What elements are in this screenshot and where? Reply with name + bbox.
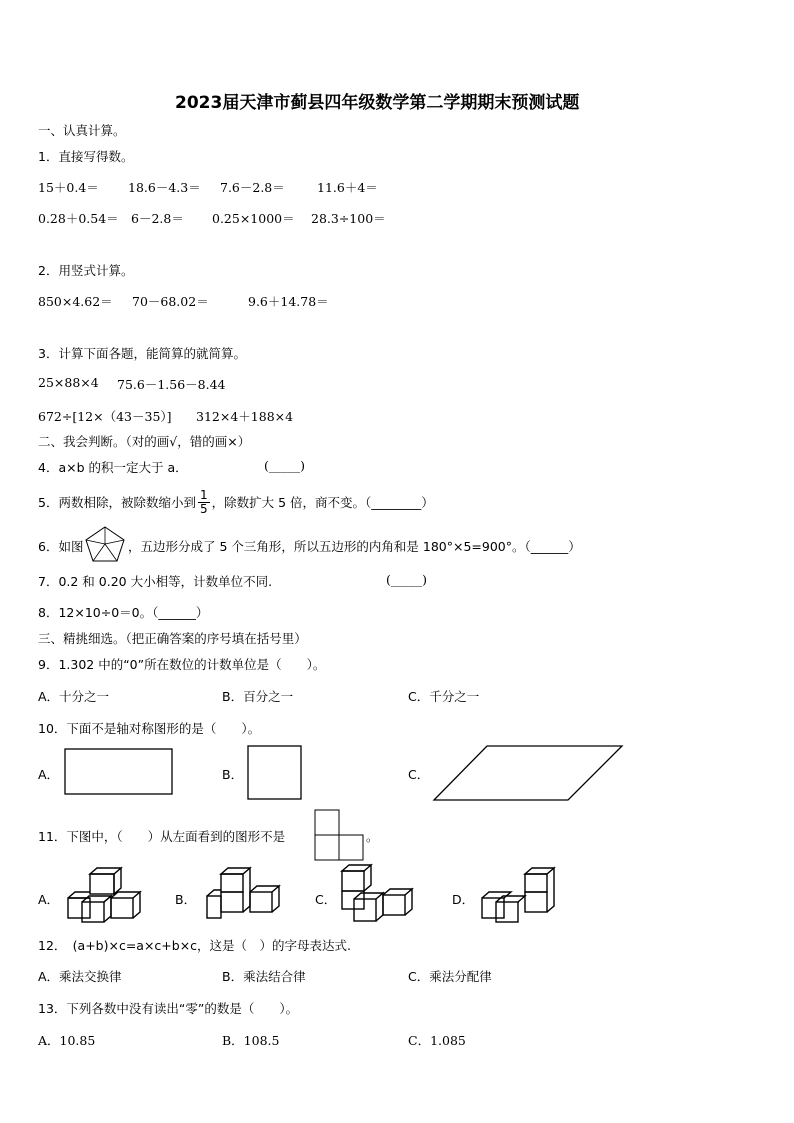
- q11-text-after: 。: [366, 829, 379, 844]
- rectangle-figure: [64, 748, 174, 796]
- q5-fraction: [198, 489, 210, 516]
- q1-item: 7.6－2.8＝: [220, 180, 285, 195]
- q5-text-after: ，除数扩大 5 倍，商不变。（________）: [211, 495, 434, 510]
- q1-item: 0.25×1000＝: [212, 211, 295, 226]
- q8-text: 8．12×10÷0＝0。（______）: [38, 605, 209, 620]
- q6-text-after: ，五边形分成了 5 个三角形，所以五边形的内角和是 180°×5=900°。（______）: [128, 539, 581, 554]
- q13-option-a[interactable]: A．10.85: [38, 1033, 96, 1048]
- q4-answer-blank[interactable]: (_____): [264, 458, 306, 473]
- q13-option-b[interactable]: B．108.5: [222, 1033, 280, 1048]
- q13-option-c[interactable]: C．1.085: [408, 1033, 466, 1048]
- q12-text: 12． (a+b)×c=a×c+b×c，这是（ ）的字母表达式.: [38, 938, 352, 953]
- q3-item: 672÷[12×（43－35）]: [38, 409, 172, 424]
- q7-answer-blank[interactable]: (_____): [386, 572, 428, 587]
- q2-item: 9.6＋14.78＝: [248, 294, 329, 309]
- q12-option-c[interactable]: C．乘法分配律: [408, 969, 492, 984]
- cube-stack-d-figure: [480, 866, 556, 924]
- q9-text: 9．1.302 中的“0”所在数位的计数单位是（ ）。: [38, 657, 326, 672]
- q12-option-a[interactable]: A．乘法交换律: [38, 969, 122, 984]
- cube-stack-b-figure: [205, 866, 281, 924]
- q11-text-before: 11．下图中，（ ）从左面看到的图形不是: [38, 829, 286, 844]
- q1-item: 11.6＋4＝: [317, 180, 378, 195]
- q9-option-b[interactable]: B．百分之一: [222, 689, 294, 704]
- q3-label: 3．计算下面各题，能简算的就简算。: [38, 346, 246, 361]
- square-figure: [247, 745, 303, 801]
- q2-item: 850×4.62＝: [38, 294, 113, 309]
- page-title: 2023届天津市蓟县四年级数学第二学期期末预测试题: [175, 93, 580, 113]
- cube-stack-a-figure: [66, 866, 142, 924]
- q3-item: 25×88×4: [38, 375, 99, 390]
- q10-text: 10．下面不是轴对称图形的是（ ）。: [38, 721, 261, 736]
- q5-text-before: 5．两数相除，被除数缩小到: [38, 495, 196, 510]
- q2-label: 2．用竖式计算。: [38, 263, 134, 278]
- q5-question: [38, 484, 434, 520]
- q1-item: 28.3÷100＝: [311, 211, 386, 226]
- q5-fraction-numerator: 1: [199, 487, 208, 502]
- q4-text: 4．a×b 的积一定大于 a．: [38, 460, 188, 475]
- q2-item: 70－68.02＝: [132, 294, 209, 309]
- section-2-heading: 二、我会判断。（对的画√，错的画×）: [38, 434, 251, 449]
- section-1-heading: 一、认真计算。: [38, 123, 126, 138]
- q1-label: 1．直接写得数。: [38, 149, 134, 164]
- cube-stack-c-figure: [338, 863, 416, 925]
- q3-item: 75.6－1.56－8.44: [117, 377, 226, 392]
- q11-option-c[interactable]: C．: [315, 892, 337, 907]
- q10-option-b[interactable]: B．: [222, 767, 244, 782]
- q1-item: 18.6－4.3＝: [128, 180, 201, 195]
- q1-item: 0.28＋0.54＝: [38, 211, 119, 226]
- q6-text-before: 6．如图: [38, 539, 84, 554]
- pentagon-figure: [85, 526, 125, 562]
- q13-text: 13．下列各数中没有读出“零”的数是（ ）。: [38, 1001, 299, 1016]
- q1-item: 6－2.8＝: [131, 211, 184, 226]
- q9-option-a[interactable]: A．十分之一: [38, 689, 110, 704]
- q7-text: 7．0.2 和 0.20 大小相等，计数单位不同.: [38, 574, 273, 589]
- q1-item: 15＋0.4＝: [38, 180, 99, 195]
- parallelogram-figure: [432, 744, 624, 802]
- q11-option-d[interactable]: D．: [452, 892, 475, 907]
- q3-item: 312×4＋188×4: [196, 409, 294, 424]
- q5-fraction-denominator: 5: [199, 501, 208, 516]
- q10-option-a[interactable]: A．: [38, 767, 60, 782]
- q10-option-c[interactable]: C．: [408, 767, 430, 782]
- q11-option-a[interactable]: A．: [38, 892, 60, 907]
- section-3-heading: 三、精挑细选。（把正确答案的序号填在括号里）: [38, 631, 307, 646]
- left-view-figure: [314, 809, 364, 861]
- q11-option-b[interactable]: B．: [175, 892, 197, 907]
- q12-option-b[interactable]: B．乘法结合律: [222, 969, 306, 984]
- q9-option-c[interactable]: C．千分之一: [408, 689, 480, 704]
